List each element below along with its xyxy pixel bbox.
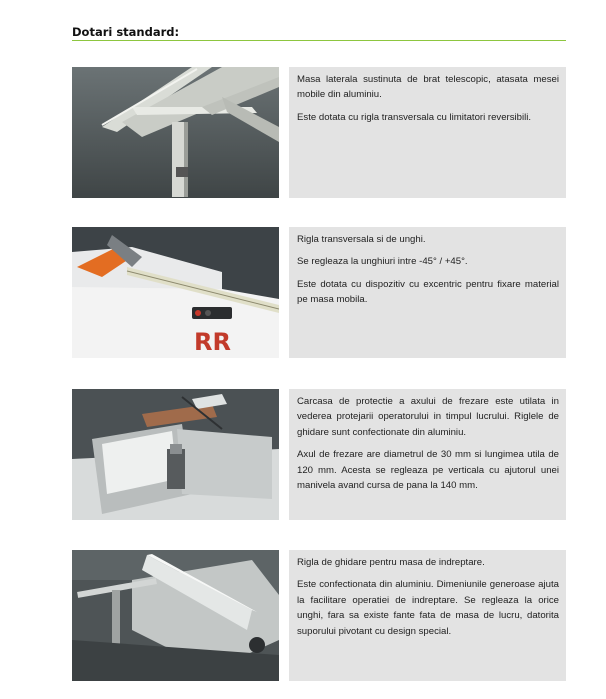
feature-description [289,389,566,520]
feature-row-planer-fence [72,550,566,681]
feature-paragraph: Este dotata cu dispozitiv cu excentric pentru fixare material pe masa mobila. [297,278,559,306]
feature-paragraph: Este confectionata din aluminiu. Dimeniunile generoase ajuta la facilitare operatiei de indreptare. Se regleaza la orice unghi, fara sa existe fante fata de masa de lucru, datorita suporului pivotant cu design special. [297,579,559,637]
feature-paragraph: Este dotata cu rigla transversala cu limitatori reversibili. [297,111,532,123]
feature-description [289,227,566,358]
spindle-guard-photo [72,389,279,520]
feature-paragraph: Masa laterala sustinuta de brat telescopic, atasata mesei mobile din aluminiu. [297,74,559,101]
feature-paragraph: Rigla transversala si de unghi. [297,234,426,245]
feature-description [289,550,566,681]
feature-row-telescopic-table [72,67,566,198]
heading-divider [72,40,566,41]
section-heading: Dotari standard: [72,25,180,39]
feature-row-spindle-guard [72,389,566,520]
feature-paragraph: Carcasa de protectie a axului de frezare este utilata in vederea protejarii operatorului in timpul lucrului. Riglele de ghidare sunt confectionate din aluminiu. [297,396,559,438]
feature-row-crosscut-fence [72,227,566,358]
feature-paragraph: Axul de frezare are diametrul de 30 mm si lungimea utila de 120 mm. Acesta se regleaza pe verticala cu ajutorul unei manivela avand cursa de pana la 140 mm. [297,449,559,492]
telescopic-side-table-photo [72,67,279,198]
feature-paragraph: Se regleaza la unghiuri intre -45° / +45°. [297,256,468,268]
feature-description [289,67,566,198]
feature-paragraph: Rigla de ghidare pentru masa de indreptare. [297,557,485,568]
svg-text:RR: RR [194,328,231,356]
crosscut-fence-photo [72,227,279,358]
planer-fence-photo [72,550,279,681]
